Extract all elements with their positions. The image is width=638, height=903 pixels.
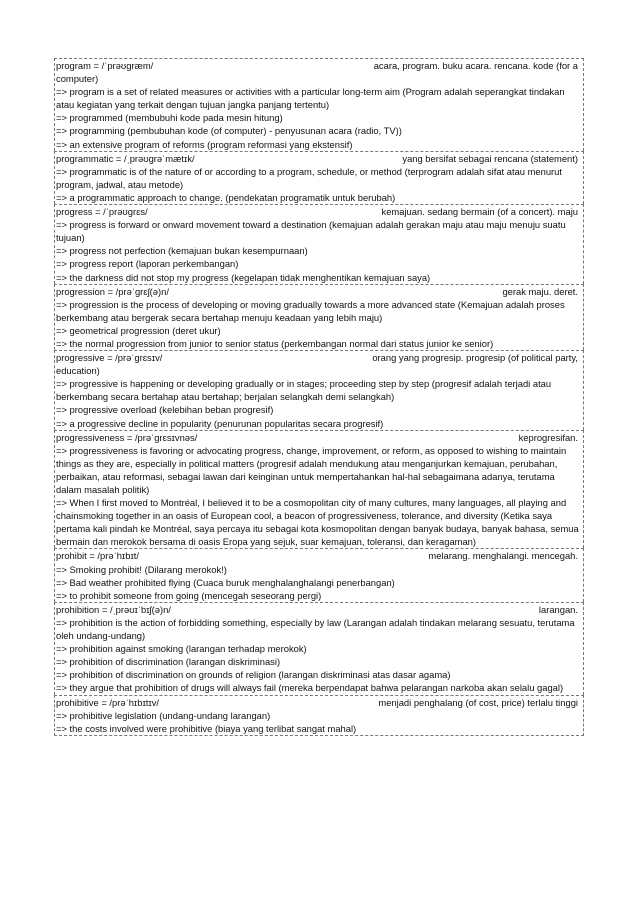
- example-line: => progression is the process of developing or moving gradually towards a more advanced state (Kemajuan adalah proses berkembang atau bergerak secara bertahap menuju keadaan yang lebih maju): [56, 298, 565, 323]
- dictionary-page: [54, 58, 584, 736]
- entry-prohibition: [54, 602, 584, 695]
- entry-header: [56, 431, 582, 444]
- example-line: => a progressive decline in popularity (penurunan popularitas secara progresif): [56, 417, 384, 429]
- example-line: => progress report (laporan perkembangan): [56, 258, 239, 270]
- example-line: => progressive is happening or developing gradually or in stages; proceeding step by step (progresif adalah terjadi atau berkembang secara bertahap atau bertahap; berjalan selangkah demi selangkah): [56, 378, 552, 403]
- headword: prohibition = /ˌprəʊɪˈbɪʃ(ə)n/: [56, 603, 171, 615]
- example-line: => prohibition against smoking (larangan terhadap merokok): [56, 643, 307, 655]
- example-line: => progress not perfection (kemajuan bukan kesempurnaan): [56, 245, 308, 257]
- example-line: => they argue that prohibition of drugs will always fail (mereka berpendapat bahwa pelarangan narkoba akan selalu gagal): [56, 682, 564, 694]
- headword: progress = /ˈprəʊɡrɛs/: [56, 206, 148, 218]
- headword: progressiveness = /prəˈɡrɛsɪvnəs/: [56, 431, 198, 443]
- translation: larangan.: [538, 603, 578, 615]
- entry-program: [54, 58, 584, 151]
- example-line: => prohibition of discrimination (larangan diskriminasi): [56, 656, 281, 668]
- example-line: => progressive overload (kelebihan beban progresif): [56, 404, 274, 416]
- example-line: => the costs involved were prohibitive (biaya yang terlibat sangat mahal): [56, 722, 357, 734]
- translation-continued: education): [56, 365, 100, 377]
- headword: progression = /prəˈɡrɛʃ(ə)n/: [56, 285, 169, 297]
- example-line: => progressiveness is favoring or advocating progress, change, improvement, or reform, as opposed to wishing to maintain things as they are, especially in political matters (progresif adalah mendukung atau menganjurkan kemajuan, perubahan, perbaikan, atau reformasi, sebagai lawan dari keinginan untuk mempertahankan hal-hal sebagaimana adanya, terutama dalam masalah politik): [56, 444, 567, 495]
- entry-progressive: [54, 350, 584, 430]
- translation: melarang. menghalangi. mencegah.: [428, 550, 578, 562]
- translation: orang yang progresip. progresip (of political party,: [372, 352, 578, 364]
- example-line: => to prohibit someone from going (mencegah seseorang pergi): [56, 589, 322, 601]
- headword: prohibitive = /prəˈhɪbɪtɪv/: [56, 696, 160, 708]
- headword: prohibit = /prəˈhɪbɪt/: [56, 550, 140, 562]
- example-line: => program is a set of related measures or activities with a particular long-term aim (Program adalah seperangkat tindakan atau kegiatan yang terkait dengan tujuan jangka panjang tertentu): [56, 86, 565, 111]
- example-line: => When I first moved to Montréal, I believed it to be a cosmopolitan city of many cultures, many languages, all playing and chainsmoking together in an oasis of European cool, a beacon of progressiveness, tolerance, and diversity (Ketika saya pertama kali pindah ke Montréal, saya percaya itu sebagai kota kosmopolitan dengan banyak budaya, banyak bahasa, semua bermain dan merokok bersama di oasis Eropa yang sejuk, suar kemajuan, toleransi, dan keragaman): [56, 497, 579, 548]
- entry-programmatic: [54, 151, 584, 204]
- entry-progression: [54, 284, 584, 350]
- headword: progressive = /prəˈɡrɛsɪv/: [56, 352, 163, 364]
- entry-header: [56, 205, 582, 218]
- translation: gerak maju. deret.: [502, 285, 578, 297]
- entry-header: [56, 603, 582, 616]
- headword: program = /ˈprəʊɡræm/: [56, 60, 154, 71]
- example-line: => prohibitive legislation (undang-undang larangan): [56, 709, 271, 721]
- entry-header: [56, 285, 582, 298]
- example-line: => an extensive program of reforms (program reformasi yang ekstensif): [56, 138, 353, 150]
- entry-header: [56, 59, 582, 85]
- example-line: => programming (pembubuhan kode (of computer) - penyusunan acara (radio, TV)): [56, 125, 402, 137]
- example-line: => Smoking prohibit! (Dilarang merokok!): [56, 563, 227, 575]
- example-line: => prohibition of discrimination on grounds of religion (larangan diskriminasi atas dasar agama): [56, 669, 451, 681]
- entry-progressiveness: [54, 430, 584, 549]
- entry-header: [56, 152, 582, 165]
- translation: keprogresifan.: [518, 431, 578, 443]
- entry-prohibit: [54, 548, 584, 601]
- entry-header: [56, 549, 582, 562]
- example-line: => Bad weather prohibited flying (Cuaca buruk menghalanghalangi penerbangan): [56, 576, 395, 588]
- example-line: => geometrical progression (deret ukur): [56, 324, 221, 336]
- entry-progress: [54, 204, 584, 284]
- example-line: => prohibition is the action of forbidding something, especially by law (Larangan adalah tindakan melarang sesuatu, terutama oleh undang-undang): [56, 616, 575, 642]
- translation: menjadi penghalang (of cost, price) terlalu tinggi: [378, 696, 578, 708]
- example-line: => the darkness did not stop my progress (kegelapan tidak menghentikan kemajuan saya): [56, 271, 431, 283]
- entry-header: [56, 696, 582, 709]
- example-line: => programmatic is of the nature of or according to a program, schedule, or method (terprogram adalah sifat atau menurut program, jadwal, atau metode): [56, 165, 562, 190]
- entry-prohibitive: [54, 695, 584, 736]
- translation-continued: computer): [56, 73, 99, 85]
- translation: acara, program. buku acara. rencana. kode (for a: [373, 60, 578, 71]
- translation: yang bersifat sebagai rencana (statement): [402, 152, 578, 164]
- entry-header: [56, 351, 582, 377]
- example-line: => programmed (membubuhi kode pada mesin hitung): [56, 112, 283, 124]
- translation: kemajuan. sedang bermain (of a concert). maju: [381, 206, 578, 218]
- example-line: => a programmatic approach to change. (pendekatan programatik untuk berubah): [56, 191, 396, 203]
- example-line: => progress is forward or onward movement toward a destination (kemajuan adalah gerakan maju atau maju menuju suatu tujuan): [56, 219, 566, 244]
- headword: programmatic = /ˌprəʊɡrəˈmætɪk/: [56, 152, 195, 164]
- example-line: => the normal progression from junior to senior status (perkembangan normal dari status junior ke senior): [56, 337, 494, 349]
